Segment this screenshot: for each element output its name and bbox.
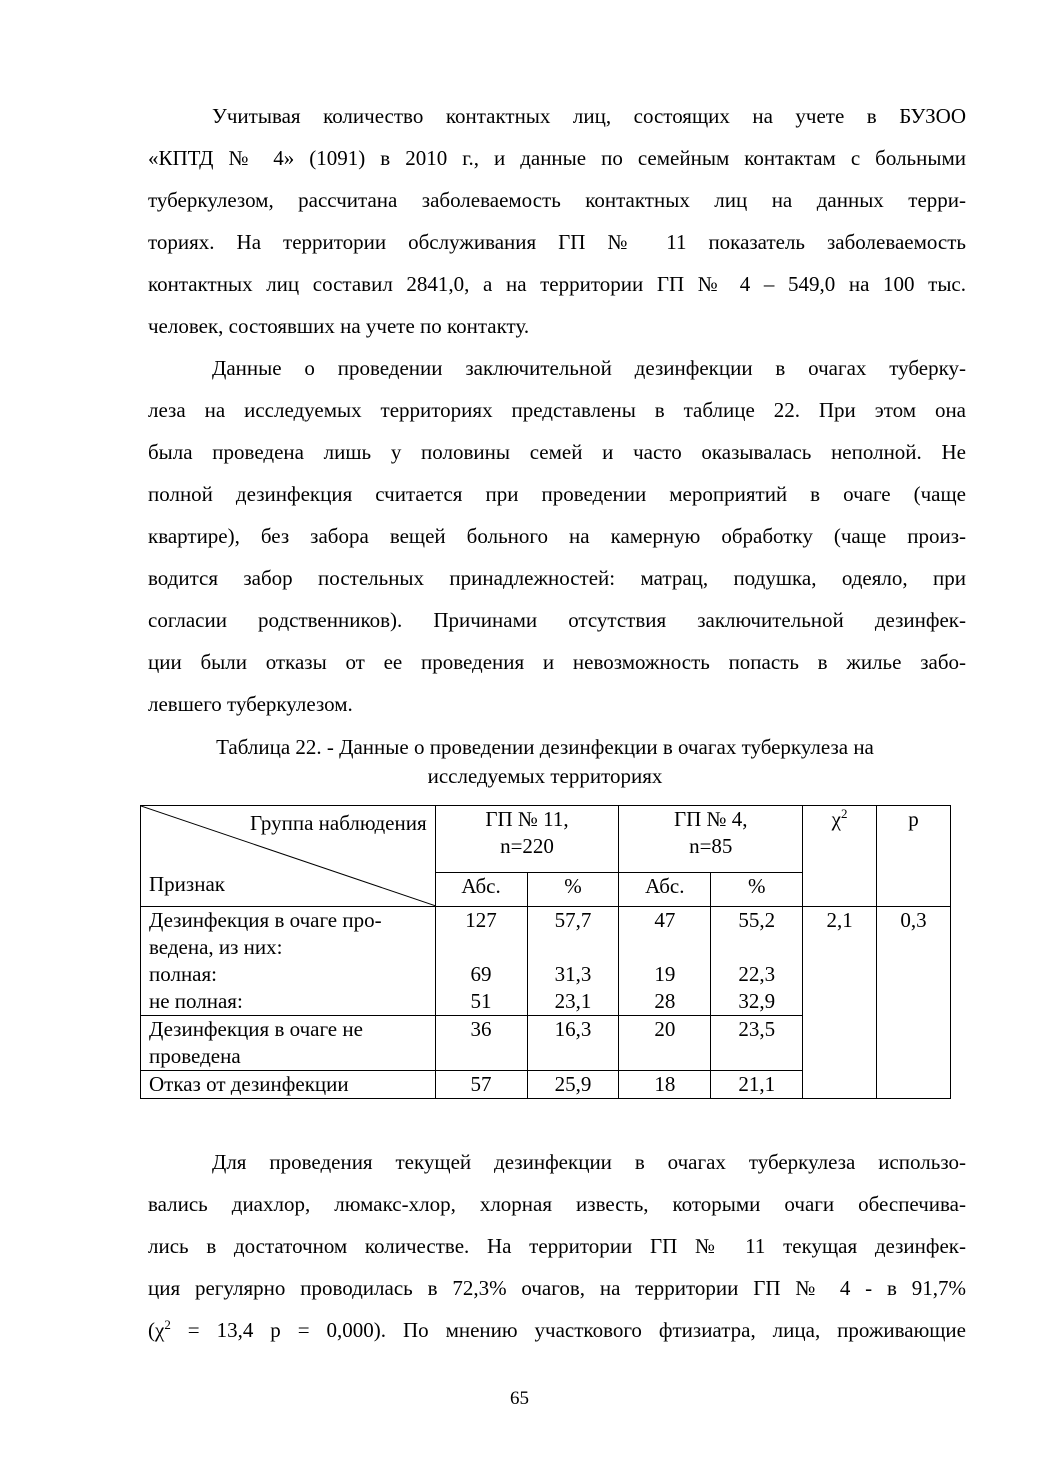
- chi-superscript: 2: [164, 1317, 171, 1332]
- group-header-gp11: [435, 806, 619, 873]
- text-line: ториях. На территории обслуживания ГП № 11 показатель заболеваемость: [148, 230, 966, 254]
- cell-g1-pct: 25,9: [527, 1071, 619, 1099]
- caption-line: Таблица 22. - Данные о проведении дезинфекции в очагах туберкулеза на: [216, 735, 874, 759]
- cell-value: 47: [654, 908, 676, 932]
- cell-value: 23,1: [554, 989, 592, 1013]
- page-number: 65: [510, 1388, 529, 1409]
- cell-g2-abs: [619, 907, 711, 1016]
- row-label: [141, 1016, 436, 1071]
- col-header-abs: Абс.: [435, 872, 527, 906]
- corner-feature-label: Признак: [149, 872, 225, 896]
- header-line: n=220: [500, 834, 554, 858]
- text-line: квартире), без забора вещей больного на камерную обработку (чаще произ-: [148, 524, 966, 548]
- row-label: [141, 907, 436, 1016]
- paragraph-current-disinfection: [148, 1141, 966, 1351]
- col-header-pct: %: [527, 872, 619, 906]
- cell-value: 69: [470, 962, 492, 986]
- cell-value: 57,7: [554, 908, 592, 932]
- text-line: ции были отказы от ее проведения и невозможность попасть в жилье забо-: [148, 650, 966, 674]
- text-line: левшего туберкулезом.: [148, 692, 353, 716]
- paragraph-final-disinfection: [148, 347, 966, 725]
- label-line: Дезинфекция в очаге про-: [149, 908, 382, 932]
- text-line: Учитывая количество контактных лиц, состоящих на учете в БУЗОО: [212, 104, 966, 128]
- chi-symbol: χ: [831, 807, 841, 831]
- text-line: полной дезинфекция считается при проведении мероприятий в очаге (чаще: [148, 482, 966, 506]
- cell-chi-square: 2,1: [803, 907, 877, 1099]
- row-label: Отказ от дезинфекции: [141, 1071, 436, 1099]
- cell-value: 51: [470, 989, 492, 1013]
- cell-value: 55,2: [738, 908, 776, 932]
- text-line: лись в достаточном количестве. На территории ГП № 11 текущая дезинфек-: [148, 1234, 966, 1258]
- cell-value: 31,3: [554, 962, 592, 986]
- cell-g1-pct: [527, 907, 619, 1016]
- text-line: контактных лиц составил 2841,0, а на территории ГП № 4 – 549,0 на 100 тыс.: [148, 272, 966, 296]
- header-line: ГП № 11,: [485, 807, 569, 831]
- label-line: не полная:: [149, 989, 243, 1013]
- cell-g2-pct: 23,5: [711, 1016, 803, 1071]
- chi-square-header: [803, 806, 877, 907]
- col-header-abs: Абс.: [619, 872, 711, 906]
- paragraph-contact-incidence: [148, 95, 966, 347]
- text-line: «КПТД № 4» (1091) в 2010 г., и данные по семейным контактам с больными: [148, 146, 966, 170]
- disinfection-table: [140, 805, 951, 1099]
- text-line: леза на исследуемых территориях представлены в таблице 22. При этом она: [148, 398, 966, 422]
- group-header-gp4: [619, 806, 803, 873]
- cell-g1-abs: 36: [435, 1016, 527, 1071]
- cell-p-value: 0,3: [877, 907, 951, 1099]
- col-header-pct: %: [711, 872, 803, 906]
- cell-value: 32,9: [738, 989, 776, 1013]
- text-line: была проведена лишь у половины семей и часто оказывалась неполной. Не: [148, 440, 966, 464]
- text-line: вались диахлор, люмакс-хлор, хлорная известь, которыми очаги обеспечива-: [148, 1192, 966, 1216]
- cell-g2-abs: 18: [619, 1071, 711, 1099]
- cell-g2-pct: [711, 907, 803, 1016]
- cell-value: 28: [654, 989, 676, 1013]
- cell-g2-pct: 21,1: [711, 1071, 803, 1099]
- header-line: n=85: [689, 834, 733, 858]
- corner-group-label: Группа наблюдения: [250, 811, 427, 835]
- cell-g1-abs: [435, 907, 527, 1016]
- text-line: водится забор постельных принадлежностей: матрац, подушка, одеяло, при: [148, 566, 966, 590]
- label-line: полная:: [149, 962, 217, 986]
- chi-open: (χ: [148, 1318, 165, 1342]
- cell-value: 127: [465, 908, 497, 932]
- text-line: туберкулезом, рассчитана заболеваемость контактных лиц на данных терри-: [148, 188, 966, 212]
- table-corner-header: [141, 806, 436, 907]
- cell-g2-abs: 20: [619, 1016, 711, 1071]
- chi-superscript: 2: [841, 806, 848, 821]
- header-line: ГП № 4,: [673, 807, 748, 831]
- table-row: [141, 907, 951, 1016]
- cell-value: 22,3: [738, 962, 776, 986]
- text-line: согласии родственников). Причинами отсутствия заключительной дезинфек-: [148, 608, 966, 632]
- text-line-chi: [148, 1309, 966, 1351]
- label-line: проведена: [149, 1044, 241, 1068]
- caption-line: исследуемых территориях: [427, 764, 663, 788]
- text-line: Для проведения текущей дезинфекции в очагах туберкулеза использо-: [212, 1150, 966, 1174]
- cell-value: 19: [654, 962, 676, 986]
- label-line: ведена, из них:: [149, 935, 283, 959]
- chi-rest: = 13,4 р = 0,000). По мнению участкового фтизиатра, лица, проживающие: [170, 1318, 966, 1342]
- cell-g1-pct: 16,3: [527, 1016, 619, 1071]
- table-caption: [140, 733, 950, 791]
- text-line: Данные о проведении заключительной дезинфекции в очагах туберку-: [212, 356, 966, 380]
- text-line: ция регулярно проводилась в 72,3% очагов, на территории ГП № 4 - в 91,7%: [148, 1276, 966, 1300]
- label-line: Дезинфекция в очаге не: [149, 1017, 363, 1041]
- p-header: p: [877, 806, 951, 907]
- cell-g1-abs: 57: [435, 1071, 527, 1099]
- text-line: человек, состоявших на учете по контакту.: [148, 314, 530, 338]
